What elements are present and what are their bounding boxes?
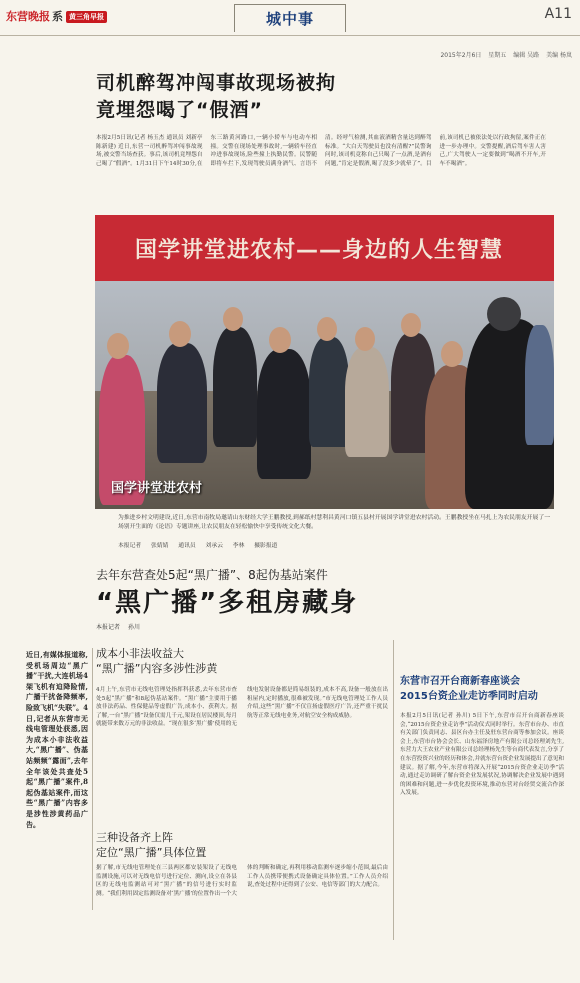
byline-name: 孙川 — [128, 624, 141, 631]
brand-name: 东营晚报 — [6, 10, 50, 23]
sidebar-lead: 近日,有媒体报道称,受机场周边“黑广播”干扰,大连机场4架飞机有迫降险情,广播干扰备降频率,险致飞机“失联”。4日,记者从东营市无线电管理处获悉,因为成本小非法收益大,“黑广播”、伪基站频频“露面”,去年全年该处共查处5起“黑广播”案件,8起伪基站案件,而这些“黑广播”内容多是涉性涉黄药品广告。 — [26, 650, 88, 829]
person-head — [441, 341, 463, 367]
credit-note: 摄影报道 — [254, 543, 278, 549]
person-head — [401, 313, 421, 337]
person-head — [269, 327, 291, 353]
person-figure — [213, 327, 257, 447]
photo-credits — [118, 540, 285, 549]
date: 2015年2月6日 — [440, 52, 482, 59]
person-head — [169, 321, 191, 347]
person-figure — [257, 349, 311, 479]
story2-subhead-2 — [96, 830, 206, 860]
story1-headline-line2: 竟埋怨喝了“假酒” — [96, 99, 263, 121]
subhead-line: 三种设备齐上阵 — [96, 831, 173, 844]
story2-subhead-1 — [96, 646, 217, 676]
banner-text: 国学讲堂进农村——身边的人生智慧 — [135, 238, 504, 263]
masthead — [0, 0, 580, 36]
person-figure — [345, 347, 389, 457]
story2-byline — [96, 622, 140, 631]
person-head — [355, 327, 375, 351]
person-figure — [309, 337, 349, 447]
news-photo — [95, 215, 554, 509]
photo-caption: 为推进乡村文明建设,近日,东营市南牧局邀请山东财经大学王鹏教授,到郝纸村慧利昌黄河口镇五县村开展国学讲堂进农村活动。王鹏教授坐在马扎上为农民朋友开展了一场别开生面的《论语》专题讲座,让农民朋友在轻松愉快中享受传统文化大餐。 — [118, 515, 550, 530]
column-divider — [393, 640, 394, 940]
page-number: A11 — [544, 6, 572, 22]
story2-body-1: 4月上午,东营市无线电管理处指挥科获悉,去年东营市查处5起“黑广播”和8起伪基站案件。“黑广播”主要用于播放非法药品、性保健品等虚假广告,成本小、获利大。据了解,一台“黑广播”设备仅需几千元,架设在居民楼顶,每月就能带来数万元的非法收益。“现在很多‘黑广播’使用的无线电发射设备都是简易组装的,成本不高,设备一般放在出租屋内,定时播放,很难被发现。”市无线电管理处工作人员介绍,这些“黑广播”不仅宣扬虚假医疗广告,还严重干扰民航等正常无线电业务,对航空安全构成威胁。 — [96, 687, 388, 728]
person-figure — [157, 343, 207, 463]
story3-headline-line1: 东营市召开台商新春座谈会 — [400, 676, 520, 687]
person-head — [107, 333, 129, 359]
subhead-line: 定位“黑广播”具体位置 — [96, 846, 207, 859]
credit-role: 本报记者 — [118, 543, 142, 549]
column-divider — [92, 648, 93, 910]
brand-tag: 黄三角早报 — [66, 11, 107, 23]
story1-body: 本报2月5日讯(记者 杨玉杰 通讯员 刘新亭 陈新建) 近日,东营一司机醉驾冲闯事故现场,被交警当场查获。事后,该司机竟埋怨自己喝了“假酒”。1月31日下午14时30分,在东三路黄河路口,一辆小轿车与电动车相撞。交警在现场处理事故时,一辆轿车径直冲进事故现场,险些撞上执勤民警。民警随即将车拦下,发现驾驶员满身酒气、言语不清。经呼气检测,其血液酒精含量达到醉驾标准。“大白天驾驶员也没有清醒?”民警询问时,该司机竟称自己只喝了一点酒,是酒有问题,“肯定是假酒,喝了没多少就晕了”。目前,该司机已被依法处以行政拘留,案件正在进一步办理中。交警提醒,酒后驾车害人害己,广大驾驶人一定要做到“喝酒不开车,开车不喝酒”。 — [96, 135, 546, 167]
story1-headline-line1: 司机醉驾冲闯事故现场被拘 — [96, 72, 337, 94]
story3-headline — [400, 674, 564, 704]
credit-name: 刘承云 — [205, 543, 223, 549]
story2-kicker: 去年东营查处5起“黑广播”、8起伪基站案件 — [96, 568, 328, 582]
story2-headline: “黑广播”多租房藏身 — [96, 588, 359, 618]
editor: 编辑 吴路 — [513, 52, 540, 59]
credit-role: 通讯员 — [178, 543, 196, 549]
credit-name: 张婧婧 — [151, 543, 169, 549]
photo-banner — [95, 215, 554, 281]
person-head — [317, 317, 337, 341]
subhead-line: “黑广播”内容多涉性涉黄 — [96, 662, 218, 675]
brand-series: 系 — [52, 10, 63, 23]
story3-body: 本报2月5日讯(记者 孙川) 5日下午,东营市召开台商新春座谈会,“2015台资企业走访季”活动仪式同时举行。东营市台办、市直有关部门负责同志、县区台办主任及驻东营台商等参加会议。座谈会上,东营市台协会会长、山东福泽房地产有限公司总经理刘先生,东营力大王农业产业有限公司总经理杨先生等台商代表发言,分享了在东营投资兴业的经历和体会,并就东营台资企业发展提出了意见和建议。据了解,今年,东营市将深入开展“2015台资企业走访季”活动,通过走访调研了解台资企业发展状况,协调解决企业发展中遇到的困难和问题,进一步优化投资环境,推动东营对台经贸交流合作深入发展。 — [400, 713, 564, 797]
person-head — [223, 307, 243, 331]
designer: 美编 杨岚 — [546, 52, 572, 59]
photo-overlay-title: 国学讲堂进农村 — [111, 481, 203, 496]
section-title: 城中事 — [234, 4, 346, 32]
newspaper-logo — [6, 8, 107, 24]
credit-name: 李林 — [232, 543, 245, 549]
story2-body-2: 据了解,市无线电管理处在三县两区都安装架设了无线电监测设施,可以对无线电信号进行定位、测向,设立在各县区的无线电监测站可对“黑广播”的信号进行实时监测。“我们利用固定监测设备对‘黑广播’的位置作出一个大体的判断和确定,再利用移动监测车逐步缩小范围,最后由工作人员携带便携式设备确定具体位置。”工作人员介绍说,查处过程中还得到了公安、电信等部门的大力配合。 — [96, 865, 388, 897]
story1-headline — [96, 70, 536, 124]
person-figure — [525, 325, 554, 445]
story3-headline-line2: 2015台资企业走访季同时启动 — [400, 691, 538, 702]
person-head — [487, 297, 521, 331]
weekday: 星期五 — [488, 52, 507, 59]
byline-role: 本报记者 — [96, 624, 121, 631]
dateline — [435, 50, 572, 59]
subhead-line: 成本小非法收益大 — [96, 647, 184, 660]
